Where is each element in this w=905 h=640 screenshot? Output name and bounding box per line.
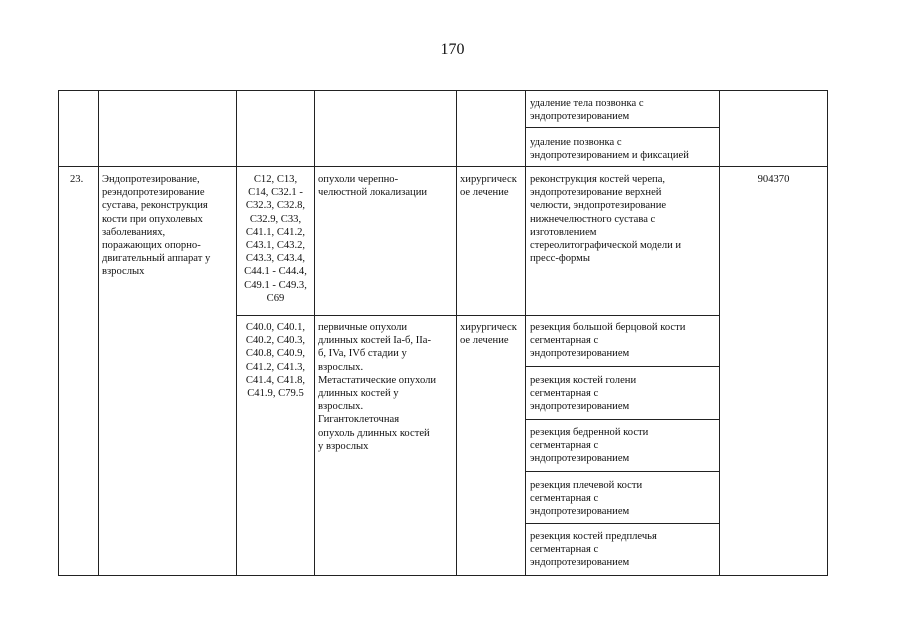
patient-model: первичные опухоли длинных костей Ia-б, IIa- б, IVa, IVб стадии у взрослых. Метастатические опухоли длинных костей у взрослых. Гигантоклеточная опухоль длинных костей у взрослых <box>318 322 437 452</box>
table-border-top <box>58 90 828 91</box>
method-cell: удаление тела позвонка с эндопротезированием <box>530 98 644 123</box>
price: 904370 <box>757 174 790 185</box>
method-cell: реконструкция костей черепа, эндопротезирование верхней челюсти, эндопротезирование нижнечелюстного сустава с изготовлением стереолитографической модели и пресс-формы <box>530 174 682 265</box>
treatment-type: хирургическ ое лечение <box>460 174 517 199</box>
row-divider <box>525 419 719 420</box>
patient-model: опухоли черепно- челюстной локализации <box>318 174 428 199</box>
row-divider <box>525 366 719 367</box>
method-cell: резекция бедренной кости сегментарная с эндопротезированием <box>530 427 649 465</box>
column-divider <box>314 90 315 576</box>
column-divider <box>98 90 99 576</box>
method-cell: резекция костей голени сегментарная с эндопротезированием <box>530 375 637 413</box>
treatment-type: хирургическ ое лечение <box>460 322 517 347</box>
procedure-name: Эндопротезирование, реэндопротезирование сустава, реконструкция кости при опухолевых заболеваниях, поражающих опорно- двигательный аппарат у взрослых <box>102 174 211 278</box>
method-cell: резекция костей предплечья сегментарная с эндопротезированием <box>530 531 657 569</box>
column-divider <box>456 90 457 576</box>
table-border-left <box>58 90 59 576</box>
row-divider <box>525 127 719 128</box>
row-divider <box>58 166 828 167</box>
method-cell: резекция большой берцовой кости сегментарная с эндопротезированием <box>530 322 686 360</box>
row-divider <box>236 315 719 316</box>
method-cell: резекция плечевой кости сегментарная с эндопротезированием <box>530 480 643 518</box>
method-cell: удаление позвонка с эндопротезированием и фиксацией <box>530 137 689 162</box>
diagnosis-codes: C40.0, C40.1, C40.2, C40.3, C40.8, C40.9, C41.2, C41.3, C41.4, C41.8, C41.9, C79.5 <box>245 322 306 400</box>
diagnosis-codes: C12, C13, C14, C32.1 - C32.3, C32.8, C32.9, C33, C41.1, C41.2, C43.1, C43.2, C43.3, C43.4, C44.1 - C44.4, C49.1 - C49.3, C69 <box>244 174 307 304</box>
table-border-bottom <box>58 575 828 576</box>
row-divider <box>525 523 719 524</box>
table-border-right <box>827 90 828 576</box>
row-divider <box>525 471 719 472</box>
column-divider <box>719 90 720 576</box>
page-number: 170 <box>440 41 465 58</box>
row-number: 23. <box>70 174 84 185</box>
